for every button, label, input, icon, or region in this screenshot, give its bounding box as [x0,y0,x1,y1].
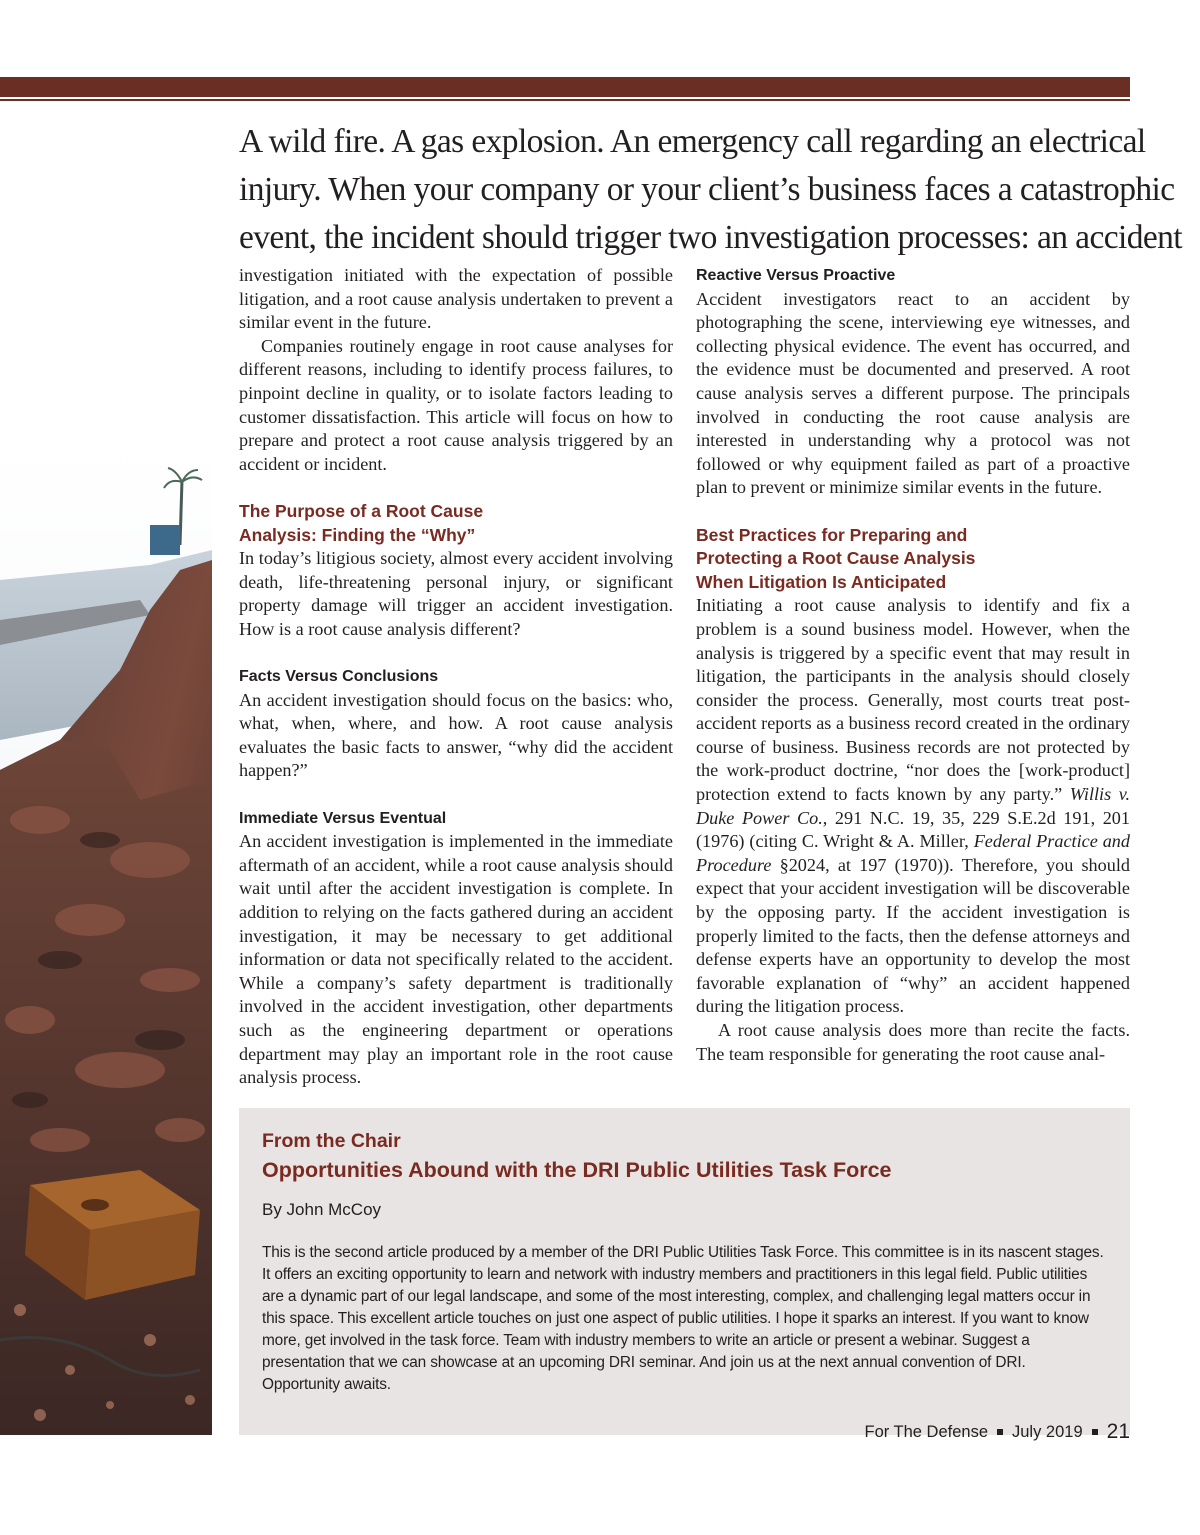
header-rule [0,77,1130,97]
section-heading-line: Best Practices for Preparing and [696,524,968,545]
section-heading [696,524,1130,595]
page-footer [864,1420,1130,1444]
lede [239,118,1182,262]
section-heading-line: When Litigation Is Anticipated [696,571,947,592]
paragraph: In today’s litigious society, almost every accident involving death, life-threatening personal injury, or significant property damage will trigger an accident investigation. How is a root cause analysis different? [239,548,673,639]
paragraph: Companies routinely engage in root cause analyses for different reasons, including to identify process failures, to pinpoint decline in quality, or to isolate factors leading to customer dissatisfaction. This article will focus on how to prepare and protect a root cause analysis triggered by an accident or incident. [239,335,673,474]
text-run: , 291 N.C. 19, 35, 229 S.E.2d 191, 201 (1976) (citing C. Wright & A. Miller, [696,807,1130,852]
paragraph: Accident investigators react to an accident by photographing the scene, interviewing eye witnesses, and collecting physical evidence. The event has occurred, and the evidence must be documented and preserved. A root cause analysis serves a different purpose. The principals involved in conducting the root cause analysis are interested in understanding why a protocol was not followed or why equipment failed as part of a proactive plan to prevent or minimize similar events in the future. [696,288,1130,498]
case-citation: Willis v. Duke Power Co. [696,784,1130,828]
page-number: 21 [1106,1420,1130,1443]
lede-line: event, the incident should trigger two investigation processes: an accident [239,219,1182,256]
sidebar-kicker: From the Chair [262,1130,401,1152]
paragraph: An accident investigation should focus on the basics: who, what, when, where, and how. A root cause analysis evaluates the basic facts to answer, “why did the accident happen?” [239,689,673,781]
sidebar-title: Opportunities Abound with the DRI Public Utilities Task Force [262,1158,892,1182]
section-heading [239,500,673,547]
text-run: §2024, at 197 (1970)). Therefore, you should expect that your accident investigation will be discoverable by the opposing party. If the accident investigation is properly limited to the facts, then the defense attorneys and defense experts have an opportunity to develop the most favorable explanation of “why” an accident happened during the litigation process. [696,854,1130,1017]
subheading: Reactive Versus Proactive [696,267,896,284]
header-rule-line [0,99,1130,101]
publication-name: For The Defense [864,1422,988,1441]
issue-date: July 2019 [1012,1422,1083,1441]
sidebar-body: This is the second article produced by a member of the DRI Public Utilities Task Force. This committee is in its nascent stages. It offers an exciting opportunity to learn and network with industry members and practitioners in this legal field. Public utilities are a dynamic part of our legal landscape, and some of the most interesting, complex, and challenging legal matters occur in this space. This excellent article touches on just one aspect of public utilities. I hope it sparks an interest. If you want to know more, get involved in the task force. Team with industry members to write an article or present a webinar. Suggest a presentation that we can showcase at an upcoming DRI seminar. And join us at the next annual convention of DRI. Opportunity awaits. [262,1244,1104,1393]
bullet-square-icon [1092,1429,1098,1435]
from-the-chair-sidebar [239,1108,1130,1435]
paragraph [696,594,1130,1019]
lede-line: injury. When your company or your client’s business faces a catastrophic [239,171,1175,208]
section-heading-line: Protecting a Root Cause Analysis [696,548,976,569]
section-heading-line: The Purpose of a Root Cause [239,500,484,521]
right-column [696,264,1130,1066]
paragraph: investigation initiated with the expectation of possible litigation, and a root cause analysis undertaken to prevent a similar event in the future. [239,265,673,333]
text-run: Initiating a root cause analysis to identify and fix a problem is a sound business model. However, when the analysis is triggered by a specific event that may result in litigation, the participants in the analysis should closely consider the process. Generally, most courts treat post-accident reports as a business record created in the ordinary course of business. Business records are not protected by the work-product doctrine, “nor does the [work-product] protection extend to facts known by any party.” [696,595,1130,805]
paragraph: A root cause analysis does more than recite the facts. The team responsible for generating the root cause anal- [696,1020,1130,1064]
paragraph: An accident investigation is implemented in the immediate aftermath of an accident, while a root cause analysis should wait until after the accident investigation is complete. In addition to relying on the facts gathered during an accident investigation, it may be necessary to get additional information or data not specifically related to the accident. While a company’s safety department is traditionally involved in the accident investigation, other departments such as the engineering department or operations department may play an important role in the root cause analysis process. [239,831,673,1088]
lede-line: A wild fire. A gas explosion. An emergency call regarding an electrical [239,123,1146,160]
left-column [239,264,673,1090]
book-citation: Federal Practice and Procedure [696,831,1130,875]
subheading: Facts Versus Conclusions [239,668,439,686]
subheading: Immediate Versus Eventual [239,809,447,827]
sidebar-byline: By John McCoy [262,1200,382,1219]
rocky-shore-photo [0,440,212,1435]
bullet-square-icon [997,1429,1003,1435]
section-heading-line: Analysis: Finding the “Why” [239,524,476,545]
